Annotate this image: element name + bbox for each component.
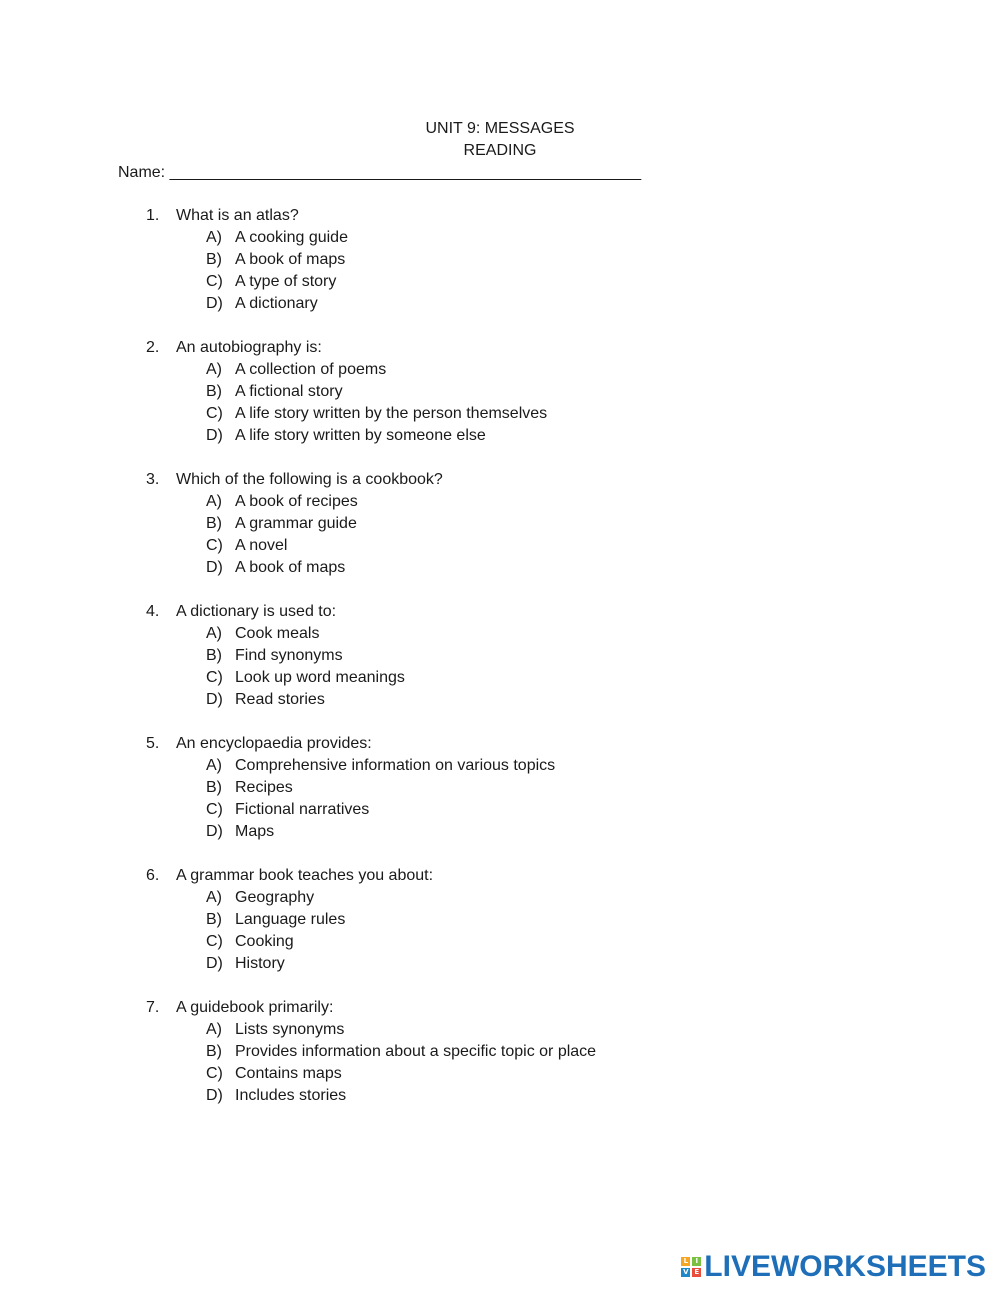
question-number: 3. — [146, 471, 160, 488]
option-letter: C) — [206, 669, 223, 686]
option-letter: B) — [206, 251, 222, 268]
question-text: Which of the following is a cookbook? — [176, 471, 443, 488]
answer-option[interactable] — [146, 1085, 846, 1107]
option-text: Geography — [235, 889, 315, 906]
question-stem — [146, 601, 846, 623]
option-letter: D) — [206, 955, 223, 972]
question-number: 2. — [146, 339, 160, 356]
option-text: Recipes — [235, 779, 293, 796]
question-number: 5. — [146, 735, 160, 752]
logo-block: I — [692, 1257, 701, 1266]
unit-title: UNIT 9: MESSAGES — [425, 120, 575, 137]
answer-option[interactable] — [146, 1041, 846, 1063]
logo-block: V — [683, 1268, 689, 1276]
answer-option[interactable] — [146, 931, 846, 953]
answer-option[interactable] — [146, 227, 846, 249]
option-letter: B) — [206, 779, 222, 796]
question-6 — [146, 865, 846, 975]
option-text: Includes stories — [235, 1087, 347, 1104]
option-letter: D) — [206, 691, 223, 708]
answer-option[interactable] — [146, 887, 846, 909]
option-text: Contains maps — [235, 1065, 342, 1082]
option-letter: D) — [206, 427, 223, 444]
option-text: A type of story — [235, 273, 337, 290]
answer-option[interactable] — [146, 249, 846, 271]
question-list — [146, 205, 846, 1129]
answer-option[interactable] — [146, 667, 846, 689]
option-text: Provides information about a specific topic or place — [235, 1043, 597, 1060]
question-number: 4. — [146, 603, 160, 620]
answer-option[interactable] — [146, 909, 846, 931]
answer-option[interactable] — [146, 293, 846, 315]
option-letter: C) — [206, 273, 223, 290]
option-letter: A) — [206, 229, 222, 246]
question-stem — [146, 469, 846, 491]
question-text: A guidebook primarily: — [176, 999, 334, 1016]
answer-option[interactable] — [146, 623, 846, 645]
option-letter: A) — [206, 361, 222, 378]
question-stem — [146, 205, 846, 227]
answer-option[interactable] — [146, 1063, 846, 1085]
option-letter: A) — [206, 493, 222, 510]
option-letter: B) — [206, 647, 222, 664]
question-stem — [146, 337, 846, 359]
option-letter: C) — [206, 1065, 223, 1082]
name-field[interactable] — [118, 162, 641, 184]
question-stem — [146, 733, 846, 755]
question-text: An autobiography is: — [176, 339, 322, 356]
option-text: A book of recipes — [235, 493, 358, 510]
name-blank-line[interactable]: _____________________________________________________ — [169, 164, 642, 181]
option-text: Comprehensive information on various topics — [235, 757, 556, 774]
question-number: 6. — [146, 867, 160, 884]
liveworksheets-logo — [681, 1252, 986, 1282]
option-text: History — [235, 955, 285, 972]
option-text: A collection of poems — [235, 361, 387, 378]
question-text: A dictionary is used to: — [176, 603, 337, 620]
section-title: READING — [463, 142, 537, 159]
option-text: Read stories — [235, 691, 325, 708]
answer-option[interactable] — [146, 425, 846, 447]
answer-option[interactable] — [146, 821, 846, 843]
option-text: A novel — [235, 537, 288, 554]
answer-option[interactable] — [146, 381, 846, 403]
answer-option[interactable] — [146, 535, 846, 557]
answer-option[interactable] — [146, 645, 846, 667]
option-letter: D) — [206, 823, 223, 840]
option-text: A book of maps — [235, 559, 346, 576]
option-text: Fictional narratives — [235, 801, 370, 818]
answer-option[interactable] — [146, 271, 846, 293]
question-7 — [146, 997, 846, 1107]
question-text: What is an atlas? — [176, 207, 299, 224]
option-letter: A) — [206, 1021, 222, 1038]
answer-option[interactable] — [146, 689, 846, 711]
option-letter: A) — [206, 889, 222, 906]
option-letter: D) — [206, 559, 223, 576]
option-text: Look up word meanings — [235, 669, 405, 686]
option-text: Find synonyms — [235, 647, 343, 664]
option-text: A fictional story — [235, 383, 343, 400]
question-text: An encyclopaedia provides: — [176, 735, 372, 752]
option-text: Cook meals — [235, 625, 320, 642]
answer-option[interactable] — [146, 799, 846, 821]
option-letter: A) — [206, 625, 222, 642]
answer-option[interactable] — [146, 755, 846, 777]
option-text: A cooking guide — [235, 229, 348, 246]
question-2 — [146, 337, 846, 447]
option-letter: C) — [206, 933, 223, 950]
question-3 — [146, 469, 846, 579]
question-5 — [146, 733, 846, 843]
option-letter: D) — [206, 295, 223, 312]
answer-option[interactable] — [146, 513, 846, 535]
answer-option[interactable] — [146, 491, 846, 513]
option-text: A life story written by the person themselves — [235, 405, 548, 422]
question-stem — [146, 997, 846, 1019]
question-number: 7. — [146, 999, 160, 1016]
option-letter: D) — [206, 1087, 223, 1104]
logo-text: LIVEWORKSHEETS — [704, 1250, 986, 1283]
option-text: Language rules — [235, 911, 346, 928]
option-letter: B) — [206, 383, 222, 400]
option-text: A dictionary — [235, 295, 318, 312]
option-letter: C) — [206, 405, 223, 422]
question-number: 1. — [146, 207, 160, 224]
option-letter: A) — [206, 757, 222, 774]
option-text: A grammar guide — [235, 515, 357, 532]
answer-option[interactable] — [146, 557, 846, 579]
question-1 — [146, 205, 846, 315]
option-text: Lists synonyms — [235, 1021, 345, 1038]
question-text: A grammar book teaches you about: — [176, 867, 434, 884]
question-stem — [146, 865, 846, 887]
option-letter: B) — [206, 911, 222, 928]
option-letter: C) — [206, 537, 223, 554]
logo-block: L — [681, 1257, 690, 1266]
option-letter: B) — [206, 1043, 222, 1060]
option-letter: B) — [206, 515, 222, 532]
name-label: Name: — [118, 164, 170, 181]
question-4 — [146, 601, 846, 711]
answer-option[interactable] — [146, 1019, 846, 1041]
option-text: A life story written by someone else — [235, 427, 486, 444]
answer-option[interactable] — [146, 953, 846, 975]
answer-option[interactable] — [146, 777, 846, 799]
logo-blocks-icon — [681, 1257, 701, 1277]
answer-option[interactable] — [146, 403, 846, 425]
option-text: Cooking — [235, 933, 294, 950]
answer-option[interactable] — [146, 359, 846, 381]
option-text: Maps — [235, 823, 275, 840]
option-letter: C) — [206, 801, 223, 818]
option-text: A book of maps — [235, 251, 346, 268]
logo-block: E — [692, 1268, 701, 1277]
